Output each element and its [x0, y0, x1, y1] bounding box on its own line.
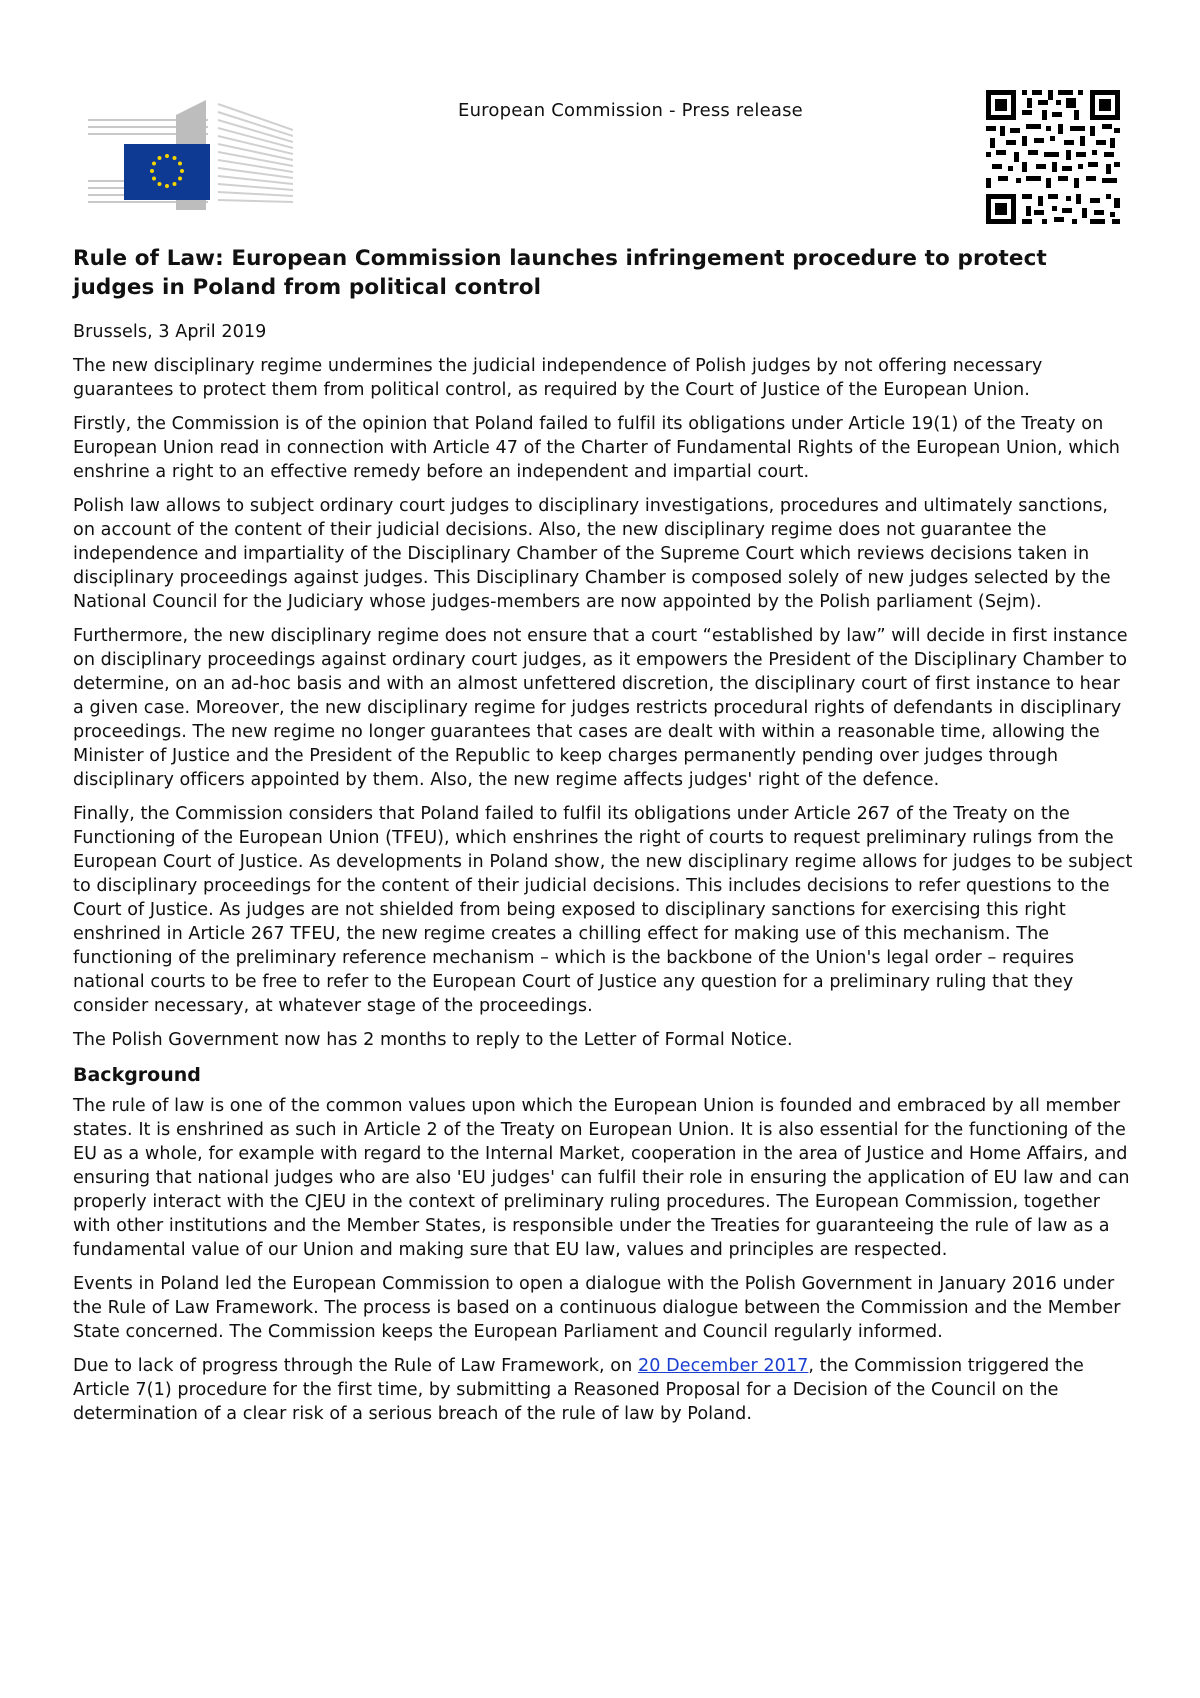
logo-graphic [88, 100, 293, 210]
eu-flag [124, 144, 210, 200]
qr-code-graphic [986, 90, 1120, 224]
paragraph: The rule of law is one of the common values upon which the European Union is founded and embraced by all member states. It is enshrined as such in Article 2 of the Treaty on European Union. It is also essential for the functioning of the EU as a whole, for example with regard to the Internal Market, cooperation in the area of Justice and Home Affairs, and ensuring that national judges who are also 'EU judges' can fulfil their role in ensuring the application of EU law and can properly interact with the CJEU in the context of preliminary ruling procedures. The European Commission, together with other institutions and the Member States, is responsible under the Treaties for guaranteeing the rule of law as a fundamental value of our Union and making sure that EU law, values and principles are respected. [73, 1096, 1130, 1260]
paragraph: Events in Poland led the European Commission to open a dialogue with the Polish Government in January 2016 under the Rule of Law Framework. The process is based on a continuous dialogue between the Commission and the Member State concerned. The Commission keeps the European Parliament and Council regularly informed. [73, 1274, 1121, 1342]
paragraph: The new disciplinary regime undermines the judicial independence of Polish judges by not offering necessary guarantees to protect them from political control, as required by the Court of Justice of the European Union. [73, 356, 1043, 400]
text-after-link: , the Commission triggered the Article 7(1) procedure for the first time, by submitting a Reasoned Proposal for a Decision of the Council on the determination of a clear risk of a serious breach of the rule of law by Poland. [73, 1356, 1084, 1424]
paragraph: Firstly, the Commission is of the opinion that Poland failed to fulfil its obligations under Article 19(1) of the Treaty on European Union read in connection with Article 47 of the Charter of Fundamental Rights of the European Union, which enshrine a right to an effective remedy before an independent and impartial court. [73, 414, 1120, 482]
background-heading: Background [73, 1064, 201, 1086]
date-link[interactable]: 20 December 2017 [637, 1356, 809, 1376]
paragraph: The Polish Government now has 2 months to reply to the Letter of Formal Notice. [73, 1030, 793, 1050]
paragraph-with-link [73, 1354, 1135, 1426]
paragraph: Finally, the Commission considers that Poland failed to fulfil its obligations under Article 267 of the Treaty on the Functioning of the European Union (TFEU), which enshrines the right of courts to request preliminary rulings from the European Court of Justice. As developments in Poland show, the new disciplinary regime allows for judges to be subject to disciplinary proceedings for the content of their judicial decisions. This includes decisions to refer questions to the Court of Justice. As judges are not shielded from being exposed to disciplinary sanctions for exercising this right enshrined in Article 267 TFEU, the new regime creates a chilling effect for making use of this mechanism. The functioning of the preliminary reference mechanism – which is the backbone of the Union's legal order – requires national courts to be free to refer to the European Court of Justice any question for a preliminary ruling that they consider necessary, at whatever stage of the proceedings. [73, 804, 1133, 1016]
article [73, 244, 1135, 1436]
paragraph: Furthermore, the new disciplinary regime does not ensure that a court “established by law” will decide in first instance on disciplinary proceedings against ordinary court judges, as it empowers the President of the Disciplinary Chamber to determine, on an ad-hoc basis and with an almost unfettered discretion, the disciplinary court of first instance to hear a given case. Moreover, the new disciplinary regime for judges restricts procedural rights of defendants in disciplinary proceedings. The new regime no longer guarantees that cases are dealt with within a reasonable time, allowing the Minister of Justice and the President of the Republic to keep charges permanently pending over judges through disciplinary officers appointed by them. Also, the new regime affects judges' right of the defence. [73, 626, 1128, 790]
article-title: Rule of Law: European Commission launches infringement procedure to protect judges in Poland from political control [73, 246, 1047, 300]
text-before-link: Due to lack of progress through the Rule of Law Framework, on [73, 1356, 638, 1376]
paragraph: Polish law allows to subject ordinary court judges to disciplinary investigations, procedures and ultimately sanctions, on account of the content of their judicial decisions. Also, the new disciplinary regime does not guarantee the independence and impartiality of the Disciplinary Chamber of the Supreme Court which reviews decisions taken in disciplinary proceedings against judges. This Disciplinary Chamber is composed solely of new judges selected by the National Council for the Judiciary whose judges-members are now appointed by the Polish parliament (Sejm). [73, 496, 1111, 612]
dateline: Brussels, 3 April 2019 [73, 322, 267, 342]
press-release-header: European Commission - Press release [458, 100, 803, 121]
european-commission-logo-icon [88, 100, 293, 210]
qr-code-icon[interactable] [986, 90, 1120, 224]
